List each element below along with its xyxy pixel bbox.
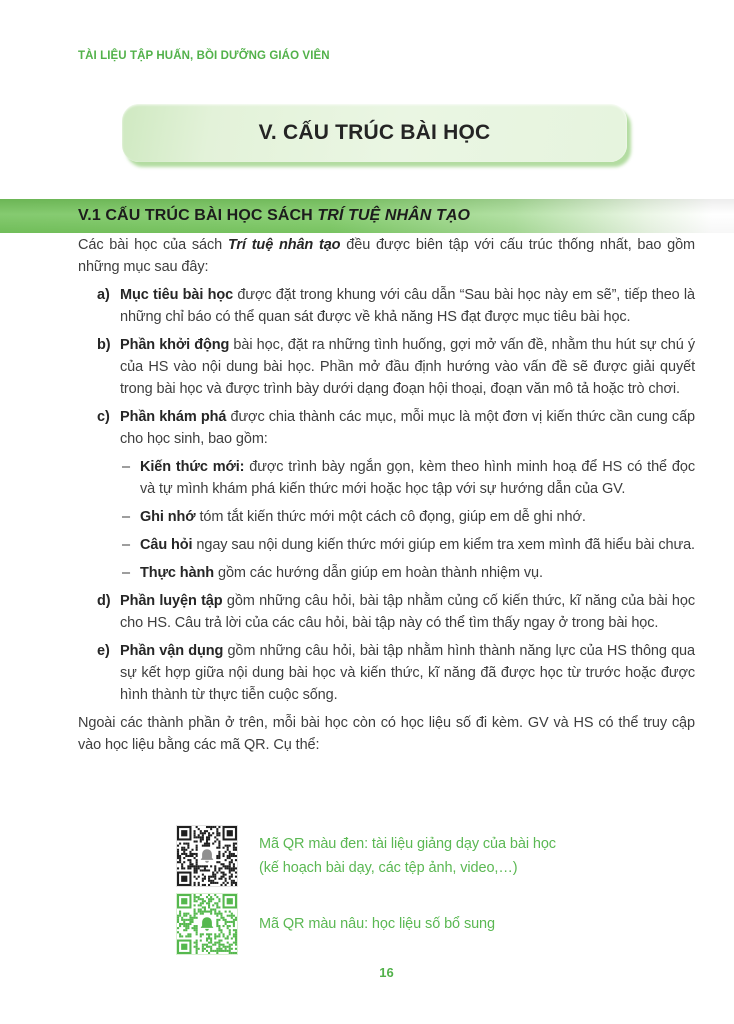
sub-item: – Câu hỏi ngay sau nội dung kiến thức mới giúp em kiểm tra xem mình đã hiểu bài chưa. bbox=[78, 534, 695, 556]
sub-item-lead: Thực hành bbox=[140, 565, 215, 581]
list-item: d) Phần luyện tập gồm những câu hỏi, bài tập nhằm củng cố kiến thức, kĩ năng của bài học cho HS. Câu trả lời của các câu hỏi, bài tập này có thể tìm thấy ngay ở trong bài học. bbox=[78, 590, 695, 634]
dash-bullet: – bbox=[122, 459, 130, 475]
intro-pre: Các bài học của sách bbox=[78, 237, 223, 253]
qr-code-green-icon bbox=[177, 894, 237, 954]
list-item-lead: Phần luyện tập bbox=[120, 593, 223, 609]
intro-post: đều được biên tập với cấu trúc thống nhất, bao gồm những mục sau đây: bbox=[78, 237, 696, 275]
closing-paragraph: Ngoài các thành phần ở trên, mỗi bài học còn có học liệu số đi kèm. GV và HS có thể truy cập vào học liệu bằng các mã QR. Cụ thể: bbox=[78, 715, 695, 753]
section-heading-main: V.1 CẤU TRÚC BÀI HỌC SÁCH bbox=[78, 207, 313, 224]
list-item-label: c) bbox=[97, 409, 110, 425]
dash-bullet: – bbox=[122, 565, 130, 581]
qr-caption-black-line2: (kế hoạch bài dạy, các tệp ảnh, video,…) bbox=[259, 860, 518, 876]
intro-book-title: Trí tuệ nhân tạo bbox=[227, 237, 341, 253]
qr-section bbox=[177, 826, 556, 962]
section-heading bbox=[78, 207, 470, 224]
content bbox=[78, 234, 695, 756]
list-item: a) Mục tiêu bài học được đặt trong khung với câu dẫn “Sau bài học này em sẽ”, tiếp theo là những chỉ báo có thể quan sát được về khả năng HS đạt được mục tiêu bài học. bbox=[78, 284, 695, 328]
list-item: e) Phần vận dụng gồm những câu hỏi, bài tập nhằm hình thành năng lực của HS thông qua sự kết hợp giữa nội dung bài học và kiến thức, kĩ năng đã được học từ trước hoặc được hình thành từ thực tiễn cuộc sống. bbox=[78, 640, 695, 706]
list-item-label: b) bbox=[97, 337, 111, 353]
list-item-lead: Phần khám phá bbox=[120, 409, 227, 425]
sub-item-lead: Kiến thức mới: bbox=[140, 459, 245, 475]
sub-item: – Kiến thức mới: được trình bày ngắn gọn, kèm theo hình minh hoạ để HS có thể đọc và tự mình khám phá kiến thức mới hoặc học tập với sự hướng dẫn của GV. bbox=[78, 456, 695, 500]
sub-item: – Thực hành gồm các hướng dẫn giúp em hoàn thành nhiệm vụ. bbox=[78, 562, 695, 584]
qr-caption-green-line1: Mã QR màu nâu: học liệu số bổ sung bbox=[259, 916, 495, 932]
qr-row-black bbox=[177, 826, 556, 886]
dash-bullet: – bbox=[122, 509, 130, 525]
qr-code-black-icon bbox=[177, 826, 237, 886]
intro-paragraph bbox=[78, 234, 695, 278]
qr-row-green bbox=[177, 894, 556, 954]
section-heading-book-title: TRÍ TUỆ NHÂN TẠO bbox=[317, 207, 471, 224]
list-item: c) Phần khám phá được chia thành các mục, mỗi mục là một đơn vị kiến thức cần cung cấp cho học sinh, bao gồm: bbox=[78, 406, 695, 450]
qr-code-black bbox=[177, 826, 237, 886]
page-number: 16 bbox=[379, 965, 394, 980]
sub-item-lead: Ghi nhớ bbox=[140, 509, 196, 525]
title-box bbox=[122, 104, 627, 162]
page-title: V. CẤU TRÚC BÀI HỌC bbox=[258, 121, 491, 144]
list-item-lead: Phần vận dụng bbox=[120, 643, 224, 659]
dash-bullet: – bbox=[122, 537, 130, 553]
list-item-label: d) bbox=[97, 593, 111, 609]
section-heading-bar bbox=[0, 199, 734, 233]
sub-item: – Ghi nhớ tóm tắt kiến thức mới một cách cô đọng, giúp em dễ ghi nhớ. bbox=[78, 506, 695, 528]
qr-code-green bbox=[177, 894, 237, 954]
list-item-label: a) bbox=[97, 287, 110, 303]
list-item-lead: Phần khởi động bbox=[120, 337, 230, 353]
list-item-lead: Mục tiêu bài học bbox=[120, 287, 234, 303]
lesson-structure-list bbox=[78, 284, 695, 706]
qr-caption-black bbox=[259, 832, 556, 880]
list-item-label: e) bbox=[97, 643, 110, 659]
sub-item-lead: Câu hỏi bbox=[140, 537, 193, 553]
header-label: TÀI LIỆU TẬP HUẤN, BỒI DƯỠNG GIÁO VIÊN bbox=[78, 50, 330, 62]
list-item: b) Phần khởi động bài học, đặt ra những tình huống, gợi mở vấn đề, nhằm thu hút sự chú ý của HS vào nội dung bài học. Phần mở đầu định hướng vào vấn đề sẽ được giải quyết trong bài học và được trình bày dưới dạng đoạn hội thoại, đoạn văn mô tả hoặc trò chơi. bbox=[78, 334, 695, 400]
qr-caption-green bbox=[259, 912, 495, 936]
qr-caption-black-line1: Mã QR màu đen: tài liệu giảng dạy của bài học bbox=[259, 836, 556, 852]
